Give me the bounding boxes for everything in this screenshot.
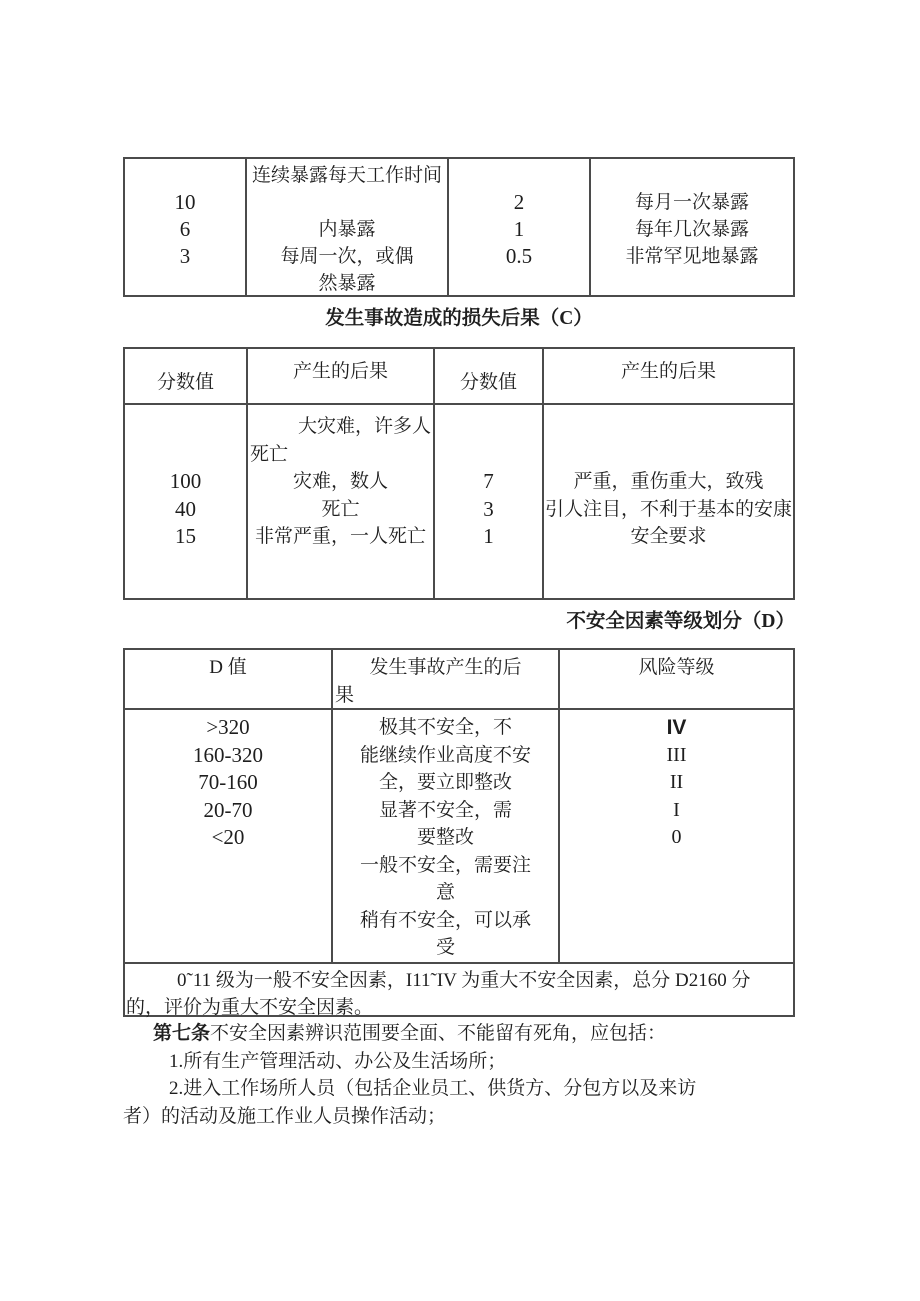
risk-table-header-row bbox=[125, 650, 793, 710]
d-value-cell: >320 160-320 70-160 20-70 <20 bbox=[193, 715, 263, 849]
header-d-value: D 值 bbox=[125, 650, 331, 710]
risk-table-footer-note bbox=[125, 962, 793, 1022]
exposure-score-cell: 10 6 3 bbox=[174, 190, 196, 268]
heading-risk-grade-d: 不安全因素等级划分（D） bbox=[566, 611, 795, 632]
consequence-desc2-cell: 严重，重伤重大，致残 引人注目，不利于基本的安康 安全要求 bbox=[542, 405, 793, 598]
exposure-score2-cell: 2 1 0.5 bbox=[447, 159, 589, 297]
footer-note-line-1: 0˜11 级为一般不安全因素，I11˜IV 为重大不安全因素，总分 D2160 分 bbox=[177, 969, 751, 991]
header-score-1: 分数值 bbox=[125, 349, 246, 405]
risk-consequence-cell: 极其不安全，不 能继续作业高度不安 全，要立即整改 显著不安全，需 要整改 一般不安全，需要注 意 稍有不安全，可以承 受 bbox=[331, 710, 558, 962]
exposure-table-row bbox=[125, 159, 793, 297]
exposure-desc-cell: 连续暴露每天工作时间 内暴露 每周一次，或偶 然暴露 bbox=[245, 159, 447, 297]
risk-grade-table bbox=[123, 648, 795, 1017]
consequence-desc-cell: 大灾难，许多人 死亡 灾难，数人 死亡 非常严重，一人死亡 bbox=[246, 405, 433, 598]
header-score-2: 分数值 bbox=[433, 349, 542, 405]
header-consequence-2: 产生的后果 bbox=[542, 349, 793, 405]
article-7-label: 第七条 bbox=[153, 1023, 211, 1044]
list-item-1: 1.所有生产管理活动、办公及生活场所； bbox=[169, 1050, 507, 1072]
consequence-table-body-row bbox=[125, 405, 793, 598]
exposure-desc2-cell: 每月一次暴露 每年几次暴露 非常罕见地暴露 bbox=[589, 159, 793, 297]
article-7-line bbox=[123, 1020, 823, 1048]
consequence-score-table bbox=[123, 347, 795, 600]
header-accident-consequence: 发生事故产生的后 果 bbox=[331, 650, 558, 710]
consequence-score2-cell: 7 3 1 bbox=[433, 405, 542, 598]
risk-level-cell: IV III II I 0 bbox=[558, 710, 793, 962]
footer-note-line-2: 的，评价为重大不安全因素。 bbox=[126, 997, 374, 1018]
consequence-score-cell: 100 40 15 bbox=[169, 469, 202, 548]
list-item-2-line-1: 2.进入工作场所人员（包括企业员工、供货方、分包方以及来访 bbox=[169, 1078, 697, 1099]
header-risk-level: 风险等级 bbox=[558, 650, 793, 710]
exposure-score-table bbox=[123, 157, 795, 297]
body-paragraphs bbox=[123, 1020, 823, 1130]
article-7-text: 不安全因素辨识范围要全面、不能留有死角，应包括： bbox=[210, 1023, 667, 1044]
risk-table-body-row bbox=[125, 710, 793, 962]
consequence-table-header-row bbox=[125, 349, 793, 405]
list-item-2-line-2: 者）的活动及施工作业人员操作活动； bbox=[123, 1105, 447, 1127]
header-consequence-1: 产生的后果 bbox=[246, 349, 433, 405]
heading-loss-consequence-c: 发生事故造成的损失后果（C） bbox=[325, 308, 593, 329]
